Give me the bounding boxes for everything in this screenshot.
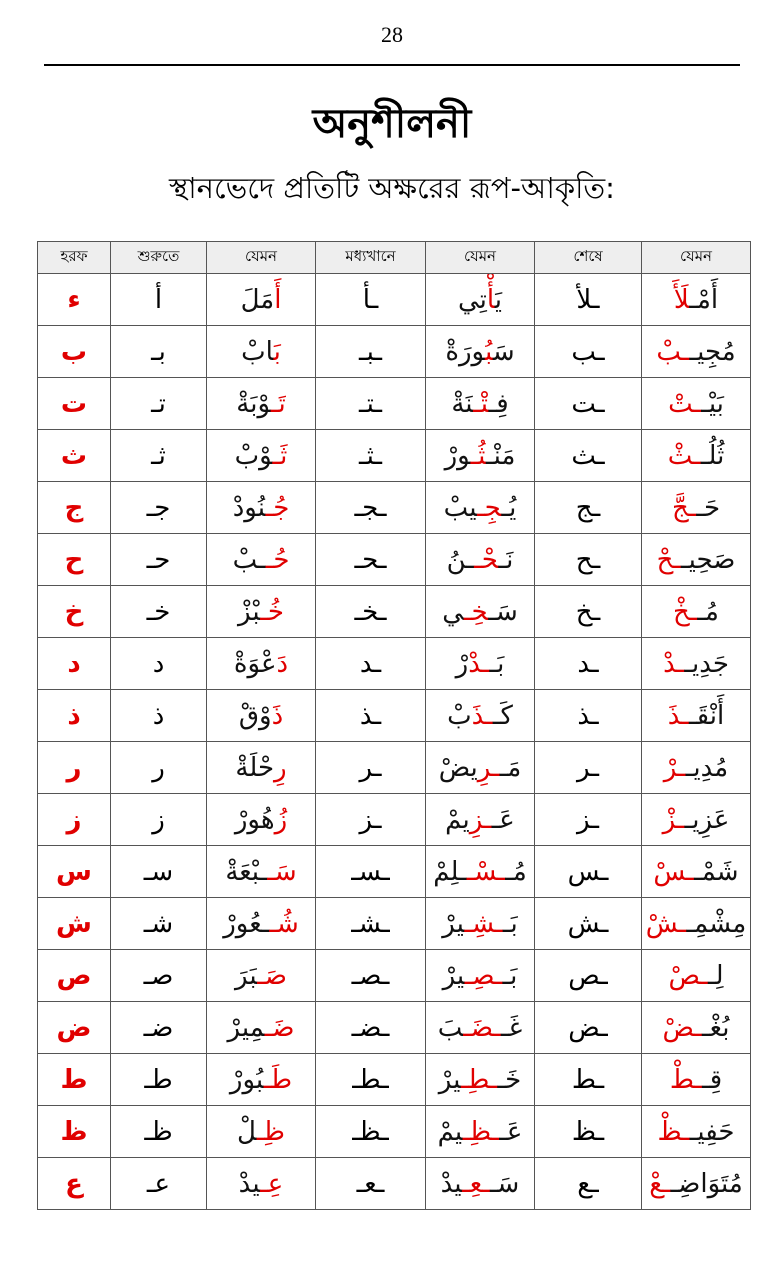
example-initial-cell — [207, 378, 316, 430]
example-hl: تْـ — [473, 388, 489, 419]
example-hl: ثُـ — [470, 440, 487, 471]
example-post: يرْ — [442, 960, 465, 991]
example-medial-cell — [426, 846, 535, 898]
example-pre: مُـ — [697, 596, 719, 627]
header-initial: শুরুতে — [111, 242, 207, 274]
example-hl: بَ — [273, 336, 281, 367]
example-hl: ـرِ — [477, 752, 500, 783]
initial-form-cell: صـ — [111, 950, 207, 1002]
medial-form-cell: ـأ — [316, 274, 426, 326]
example-medial-cell — [426, 326, 535, 378]
example-final-cell — [642, 274, 751, 326]
harf-cell: س — [38, 846, 111, 898]
example-hl: ـذَ — [667, 700, 690, 731]
example-pre: مِشْمِـ — [686, 908, 747, 939]
table-row — [38, 846, 751, 898]
example-medial-cell — [426, 1106, 535, 1158]
table-row — [38, 1054, 751, 1106]
example-final-cell — [642, 482, 751, 534]
example-hl: دَ — [276, 648, 289, 679]
example-post: ورْ — [444, 440, 471, 471]
example-hl: ـتْ — [668, 388, 702, 419]
example-pre: خَـ — [497, 1064, 522, 1095]
harf-cell: ر — [38, 742, 111, 794]
example-post: نُودْ — [232, 492, 266, 523]
table-row — [38, 1106, 751, 1158]
example-pre: مَنْـ — [486, 440, 516, 471]
table-row — [38, 690, 751, 742]
example-final-cell — [642, 1158, 751, 1210]
example-medial-cell — [426, 586, 535, 638]
example-initial-cell — [207, 846, 316, 898]
header-rule — [44, 64, 740, 66]
example-post: بَ — [437, 1012, 464, 1043]
example-pre: جَدِيـ — [684, 648, 729, 679]
example-pre: مَـ — [499, 752, 522, 783]
final-form-cell: ـلأ — [535, 274, 642, 326]
example-post: يدْ — [238, 1168, 261, 1199]
initial-form-cell: شـ — [111, 898, 207, 950]
example-pre: بُغْـ — [702, 1012, 730, 1043]
medial-form-cell: ـجـ — [316, 482, 426, 534]
table-row — [38, 326, 751, 378]
example-final-cell — [642, 638, 751, 690]
example-post: بُورْ — [229, 1064, 264, 1095]
example-hl: ذَ — [271, 700, 284, 731]
example-initial-cell — [207, 274, 316, 326]
example-pre: بَـ — [489, 648, 505, 679]
example-final-cell — [642, 586, 751, 638]
example-post: ابْ — [241, 336, 274, 367]
initial-form-cell: ثـ — [111, 430, 207, 482]
example-final-cell — [642, 1054, 751, 1106]
example-final-cell — [642, 898, 751, 950]
final-form-cell: ـس — [535, 846, 642, 898]
final-form-cell: ـظ — [535, 1106, 642, 1158]
example-post: ـبْ — [232, 544, 266, 575]
example-hl: أْ — [486, 284, 495, 315]
medial-form-cell: ـر — [316, 742, 426, 794]
example-initial-cell — [207, 690, 316, 742]
example-post: ي — [442, 596, 464, 627]
example-post: ـنُ — [446, 544, 475, 575]
example-pre: حَـ — [696, 492, 721, 523]
medial-form-cell: ـشـ — [316, 898, 426, 950]
example-post: ـعُورْ — [223, 908, 270, 939]
example-medial-cell — [426, 638, 535, 690]
example-pre: عَـ — [491, 804, 515, 835]
medial-form-cell: ـز — [316, 794, 426, 846]
initial-form-cell: سـ — [111, 846, 207, 898]
example-pre: مُتَوَاضِـ — [670, 1168, 743, 1199]
example-final-cell — [642, 742, 751, 794]
example-post: يمْ — [437, 1116, 463, 1147]
example-final-cell — [642, 378, 751, 430]
example-hl: ـعِـ — [462, 1168, 490, 1199]
example-medial-cell — [426, 1054, 535, 1106]
example-pre: مُدِيـ — [685, 752, 729, 783]
example-hl: ـدْ — [468, 648, 490, 679]
example-pre: قِـ — [702, 1064, 723, 1095]
table-row — [38, 794, 751, 846]
example-initial-cell — [207, 898, 316, 950]
example-medial-cell — [426, 898, 535, 950]
example-initial-cell — [207, 742, 316, 794]
example-hl: جِـ — [477, 492, 502, 523]
final-form-cell: ـج — [535, 482, 642, 534]
example-medial-cell — [426, 534, 535, 586]
example-pre: أَمْـ — [689, 284, 719, 315]
medial-form-cell: ـصـ — [316, 950, 426, 1002]
final-form-cell: ـت — [535, 378, 642, 430]
example-pre: شَمْـ — [694, 856, 739, 887]
header-final: শেষে — [535, 242, 642, 274]
example-post: بْزْ — [238, 596, 261, 627]
example-initial-cell — [207, 638, 316, 690]
example-final-cell — [642, 534, 751, 586]
letter-forms-table — [37, 241, 751, 1210]
table-row — [38, 378, 751, 430]
example-hl: ـضْ — [662, 1012, 703, 1043]
example-final-cell — [642, 1106, 751, 1158]
example-post: حْلَةْ — [235, 752, 275, 783]
example-post: ـبْعَةْ — [225, 856, 268, 887]
example-medial-cell — [426, 690, 535, 742]
example-pre: بَـ — [502, 908, 518, 939]
harf-cell: ب — [38, 326, 111, 378]
medial-form-cell: ـخـ — [316, 586, 426, 638]
example-hl: ـشْ — [645, 908, 687, 939]
example-initial-cell — [207, 1106, 316, 1158]
example-hl: أَ — [274, 284, 282, 315]
example-pre: لِـ — [707, 960, 724, 991]
example-hl: شُـ — [269, 908, 299, 939]
initial-form-cell: طـ — [111, 1054, 207, 1106]
example-post: ـلِمْ — [433, 856, 467, 887]
harf-cell: ض — [38, 1002, 111, 1054]
initial-form-cell: بـ — [111, 326, 207, 378]
example-initial-cell — [207, 482, 316, 534]
example-hl: ـبْ — [656, 336, 690, 367]
table-header-row — [38, 242, 751, 274]
harf-cell: د — [38, 638, 111, 690]
example-post: نَةْ — [451, 388, 474, 419]
example-post: يبْ — [443, 492, 478, 523]
example-pre: ثُلُـ — [700, 440, 725, 471]
example-post: يرْ — [438, 1064, 461, 1095]
final-form-cell: ـذ — [535, 690, 642, 742]
example-hl: ظِـ — [256, 1116, 285, 1147]
example-hl: ـثْ — [667, 440, 701, 471]
example-hl: ـضَـ — [463, 1012, 502, 1043]
example-initial-cell — [207, 1158, 316, 1210]
harf-cell: ح — [38, 534, 111, 586]
final-form-cell: ـط — [535, 1054, 642, 1106]
harf-cell: ط — [38, 1054, 111, 1106]
example-post: هُورْ — [234, 804, 275, 835]
example-pre: صَحِيـ — [681, 544, 736, 575]
example-pre: نَـ — [498, 544, 514, 575]
medial-form-cell: ـد — [316, 638, 426, 690]
example-hl: ثَـ — [272, 440, 288, 471]
example-pre: غَـ — [501, 1012, 523, 1043]
harf-cell: ج — [38, 482, 111, 534]
example-post: وْبْ — [234, 440, 273, 471]
initial-form-cell: ذ — [111, 690, 207, 742]
example-medial-cell — [426, 742, 535, 794]
example-pre: يُـ — [501, 492, 517, 523]
example-post: تِي — [457, 284, 487, 315]
example-pre: مُـ — [505, 856, 527, 887]
example-final-cell — [642, 950, 751, 1002]
initial-form-cell: جـ — [111, 482, 207, 534]
example-final-cell — [642, 690, 751, 742]
example-medial-cell — [426, 950, 535, 1002]
initial-form-cell: ز — [111, 794, 207, 846]
example-hl: ـرْ — [663, 752, 686, 783]
example-initial-cell — [207, 326, 316, 378]
example-hl: رِ — [274, 752, 287, 783]
medial-form-cell: ـطـ — [316, 1054, 426, 1106]
harf-cell: ع — [38, 1158, 111, 1210]
example-post: وْقْ — [238, 700, 272, 731]
page-number: 28 — [381, 22, 403, 47]
table-row — [38, 586, 751, 638]
example-pre: سَـ — [489, 1168, 520, 1199]
table-row — [38, 742, 751, 794]
table-row — [38, 638, 751, 690]
initial-form-cell: تـ — [111, 378, 207, 430]
example-hl: ـخْ — [673, 596, 698, 627]
example-post: يضْ — [438, 752, 478, 783]
example-pre: عَـ — [499, 1116, 523, 1147]
table-row — [38, 534, 751, 586]
example-initial-cell — [207, 1054, 316, 1106]
page-subtitle: স্থানভেদে প্রতিটি অক্ষরের রূপ-আকৃতি: — [169, 171, 615, 205]
example-hl: ـعْ — [649, 1168, 671, 1199]
example-hl: طَـ — [263, 1064, 293, 1095]
final-form-cell: ـب — [535, 326, 642, 378]
example-hl: ـطِـ — [460, 1064, 498, 1095]
initial-form-cell: ر — [111, 742, 207, 794]
final-form-cell: ـص — [535, 950, 642, 1002]
example-hl: صَـ — [257, 960, 287, 991]
example-pre: فِـ — [488, 388, 509, 419]
initial-form-cell: عـ — [111, 1158, 207, 1210]
example-post: يدْ — [440, 1168, 463, 1199]
example-medial-cell — [426, 794, 535, 846]
example-post: ورَةْ — [445, 336, 485, 367]
example-pre: مُجِيـ — [689, 336, 736, 367]
harf-cell: ش — [38, 898, 111, 950]
medial-form-cell: ـظـ — [316, 1106, 426, 1158]
example-pre: عَزِيـ — [684, 804, 730, 835]
example-post: مِيرْ — [227, 1012, 265, 1043]
example-hl: زُ — [274, 804, 288, 835]
example-final-cell — [642, 430, 751, 482]
example-hl: بُ — [484, 336, 493, 367]
initial-form-cell: أ — [111, 274, 207, 326]
example-post: بْ — [447, 700, 472, 731]
example-hl: ـسْـ — [466, 856, 506, 887]
harf-cell: ذ — [38, 690, 111, 742]
example-post: مَلَ — [240, 284, 275, 315]
table-row — [38, 1002, 751, 1054]
table-row — [38, 1158, 751, 1210]
header-example-initial: যেমন — [207, 242, 316, 274]
example-medial-cell — [426, 482, 535, 534]
example-hl: عِـ — [260, 1168, 284, 1199]
example-hl: ضَـ — [264, 1012, 295, 1043]
table-body — [38, 274, 751, 1210]
example-pre: يَ — [494, 284, 503, 315]
example-hl: ـصْ — [668, 960, 708, 991]
example-hl: ـطْ — [669, 1064, 703, 1095]
header-example-medial: যেমন — [426, 242, 535, 274]
final-form-cell: ـر — [535, 742, 642, 794]
example-post: بَرَ — [235, 960, 258, 991]
table-row — [38, 950, 751, 1002]
example-hl: حْـ — [474, 544, 499, 575]
example-hl: ـشِـ — [464, 908, 503, 939]
example-hl: ـجَّ — [671, 492, 697, 523]
final-form-cell: ـث — [535, 430, 642, 482]
final-form-cell: ـع — [535, 1158, 642, 1210]
example-hl: لَأَ — [673, 284, 690, 315]
example-hl: ـحْ — [656, 544, 682, 575]
final-form-cell: ـش — [535, 898, 642, 950]
initial-form-cell: د — [111, 638, 207, 690]
example-hl: سَـ — [267, 856, 297, 887]
medial-form-cell: ـعـ — [316, 1158, 426, 1210]
example-pre: حَفِيـ — [689, 1116, 735, 1147]
example-post: يرْ — [442, 908, 465, 939]
example-pre: أَنْقَـ — [689, 700, 725, 731]
final-form-cell: ـض — [535, 1002, 642, 1054]
final-form-cell: ـح — [535, 534, 642, 586]
example-medial-cell — [426, 430, 535, 482]
medial-form-cell: ـتـ — [316, 378, 426, 430]
table-row — [38, 482, 751, 534]
example-final-cell — [642, 794, 751, 846]
harf-cell: ء — [38, 274, 111, 326]
medial-form-cell: ـحـ — [316, 534, 426, 586]
example-hl: خِـ — [463, 596, 489, 627]
example-hl: ـزِ — [469, 804, 492, 835]
example-final-cell — [642, 1002, 751, 1054]
example-post: يمْ — [445, 804, 470, 835]
example-initial-cell — [207, 950, 316, 1002]
example-medial-cell — [426, 378, 535, 430]
example-hl: ـظِـ — [462, 1116, 500, 1147]
example-hl: ـدْ — [663, 648, 685, 679]
harf-cell: ت — [38, 378, 111, 430]
medial-form-cell: ـثـ — [316, 430, 426, 482]
harf-cell: ظ — [38, 1106, 111, 1158]
example-hl: ـذَ — [471, 700, 493, 731]
harf-cell: خ — [38, 586, 111, 638]
example-post: لْ — [236, 1116, 257, 1147]
harf-cell: ز — [38, 794, 111, 846]
example-initial-cell — [207, 1002, 316, 1054]
header-harf: হরফ — [38, 242, 111, 274]
final-form-cell: ـز — [535, 794, 642, 846]
example-post: عْوَةْ — [233, 648, 277, 679]
example-pre: بَـ — [502, 960, 518, 991]
example-final-cell — [642, 846, 751, 898]
medial-form-cell: ـبـ — [316, 326, 426, 378]
example-hl: ـظْ — [657, 1116, 690, 1147]
example-pre: سَـ — [488, 596, 518, 627]
final-form-cell: ـد — [535, 638, 642, 690]
example-hl: حُـ — [265, 544, 290, 575]
example-initial-cell — [207, 534, 316, 586]
example-pre: سَ — [492, 336, 515, 367]
initial-form-cell: ضـ — [111, 1002, 207, 1054]
example-final-cell — [642, 326, 751, 378]
example-post: رْ — [455, 648, 469, 679]
page-title: অনুশীলনী — [312, 101, 472, 147]
example-initial-cell — [207, 586, 316, 638]
example-medial-cell — [426, 274, 535, 326]
example-hl: ـسْ — [653, 856, 695, 887]
header-example-final: যেমন — [642, 242, 751, 274]
example-initial-cell — [207, 794, 316, 846]
table-row — [38, 274, 751, 326]
example-medial-cell — [426, 1158, 535, 1210]
initial-form-cell: خـ — [111, 586, 207, 638]
example-post: وْبَةْ — [236, 388, 271, 419]
table-row — [38, 430, 751, 482]
initial-form-cell: حـ — [111, 534, 207, 586]
example-hl: تَـ — [270, 388, 286, 419]
example-hl: جُـ — [265, 492, 290, 523]
example-hl: ـصِـ — [464, 960, 503, 991]
example-pre: بَيْـ — [701, 388, 724, 419]
example-hl: ـزْ — [662, 804, 685, 835]
harf-cell: ص — [38, 950, 111, 1002]
example-medial-cell — [426, 1002, 535, 1054]
medial-form-cell: ـذ — [316, 690, 426, 742]
harf-cell: ث — [38, 430, 111, 482]
table-row — [38, 898, 751, 950]
initial-form-cell: ظـ — [111, 1106, 207, 1158]
example-initial-cell — [207, 430, 316, 482]
example-pre: كَـ — [492, 700, 513, 731]
final-form-cell: ـخ — [535, 586, 642, 638]
medial-form-cell: ـسـ — [316, 846, 426, 898]
medial-form-cell: ـضـ — [316, 1002, 426, 1054]
header-medial: মধ্যখানে — [316, 242, 426, 274]
example-hl: خُـ — [260, 596, 284, 627]
